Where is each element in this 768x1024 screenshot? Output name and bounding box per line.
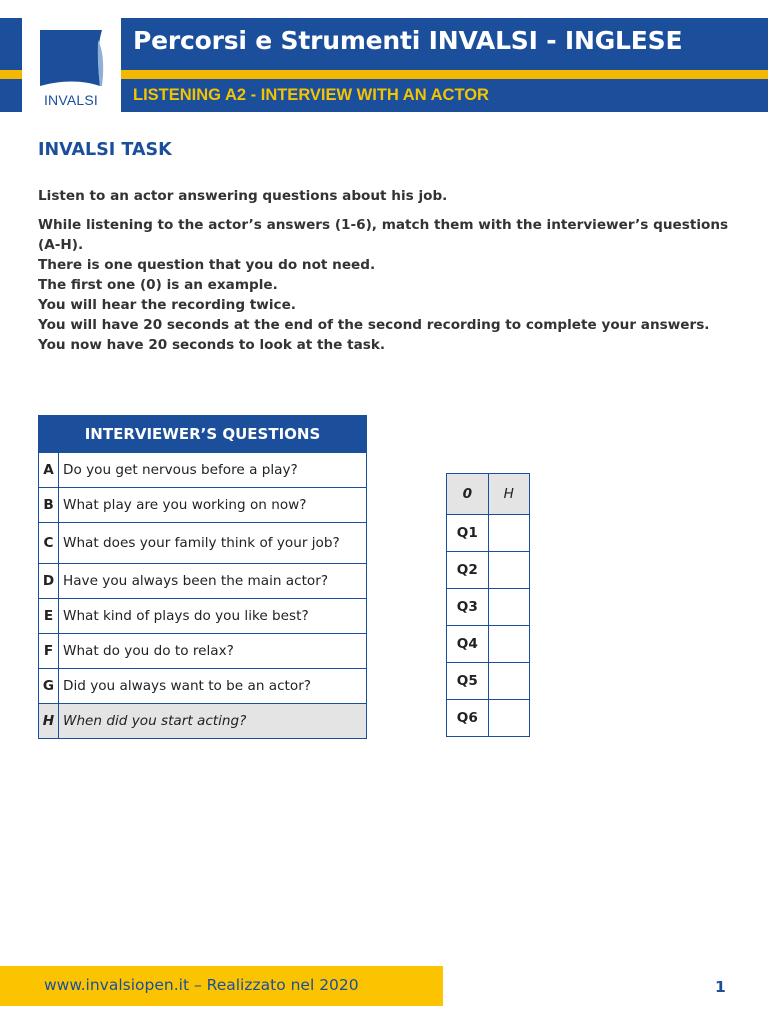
instruction-line: There is one question that you do not need. [38,257,376,273]
answer-row [447,515,530,552]
instruction-line: You will have 20 seconds at the end of the second recording to complete your answers. [38,317,710,333]
question-text: Have you always been the main actor? [59,564,367,599]
answer-label: Q4 [447,626,489,663]
table-row [39,564,367,599]
table-row [39,453,367,488]
answer-cell[interactable] [488,626,529,663]
question-letter: D [39,564,59,599]
answer-row [447,700,530,737]
answer-cell[interactable] [488,663,529,700]
question-letter: C [39,523,59,564]
answer-label: Q2 [447,552,489,589]
subtitle-bar [121,79,768,112]
question-text: Do you get nervous before a play? [59,453,367,488]
answer-label: 0 [447,474,489,515]
table-row [39,523,367,564]
answer-label: Q1 [447,515,489,552]
question-text: When did you start acting? [59,704,367,739]
invalsi-logo-icon [34,26,108,90]
answer-row [447,552,530,589]
table-row [39,488,367,523]
question-text: What do you do to relax? [59,634,367,669]
header-left-blue-block [0,18,22,112]
question-letter: H [39,704,59,739]
task-intro: Listen to an actor answering questions about his job. [38,188,448,204]
answer-label: Q5 [447,663,489,700]
table-row [39,634,367,669]
logo-text: INVALSI [43,92,99,108]
answer-row [447,589,530,626]
table-header-row [39,416,367,453]
answer-cell[interactable] [488,700,529,737]
question-text: What does your family think of your job? [59,523,367,564]
footer-link[interactable]: www.invalsiopen.it – Realizzato nel 2020 [44,976,359,994]
table-row-example [39,704,367,739]
interviewer-questions-table [38,415,367,739]
question-letter: E [39,599,59,634]
instruction-line: While listening to the actor’s answers (1-6), match them with the interviewer’s questions (A-H). [38,217,729,253]
answer-row [447,663,530,700]
header-yellow-stripe [121,70,768,79]
question-letter: A [39,453,59,488]
questions-table-header: INTERVIEWER’S QUESTIONS [39,416,367,453]
task-instructions [38,215,738,355]
page-number: 1 [715,978,726,996]
page-subtitle: LISTENING A2 - INTERVIEW WITH AN ACTOR [133,86,489,104]
answer-label: Q3 [447,589,489,626]
page-title: Percorsi e Strumenti INVALSI - INGLESE [133,26,683,55]
task-title: INVALSI TASK [38,140,172,160]
question-text: What kind of plays do you like best? [59,599,367,634]
instruction-line: The first one (0) is an example. [38,277,278,293]
instruction-line: You will hear the recording twice. [38,297,296,313]
question-text: What play are you working on now? [59,488,367,523]
footer-bar [0,966,443,1006]
invalsi-logo [34,26,108,108]
header-left-yellow-stripe [0,70,22,79]
answer-label: Q6 [447,700,489,737]
answer-row-example [447,474,530,515]
answer-grid [446,473,530,737]
answer-cell[interactable] [488,589,529,626]
question-text: Did you always want to be an actor? [59,669,367,704]
answer-cell[interactable] [488,515,529,552]
table-row [39,599,367,634]
answer-cell: H [488,474,529,515]
title-bar [121,18,768,70]
question-letter: B [39,488,59,523]
instruction-line: You now have 20 seconds to look at the task. [38,337,386,353]
answer-cell[interactable] [488,552,529,589]
table-row [39,669,367,704]
question-letter: F [39,634,59,669]
answer-row [447,626,530,663]
question-letter: G [39,669,59,704]
